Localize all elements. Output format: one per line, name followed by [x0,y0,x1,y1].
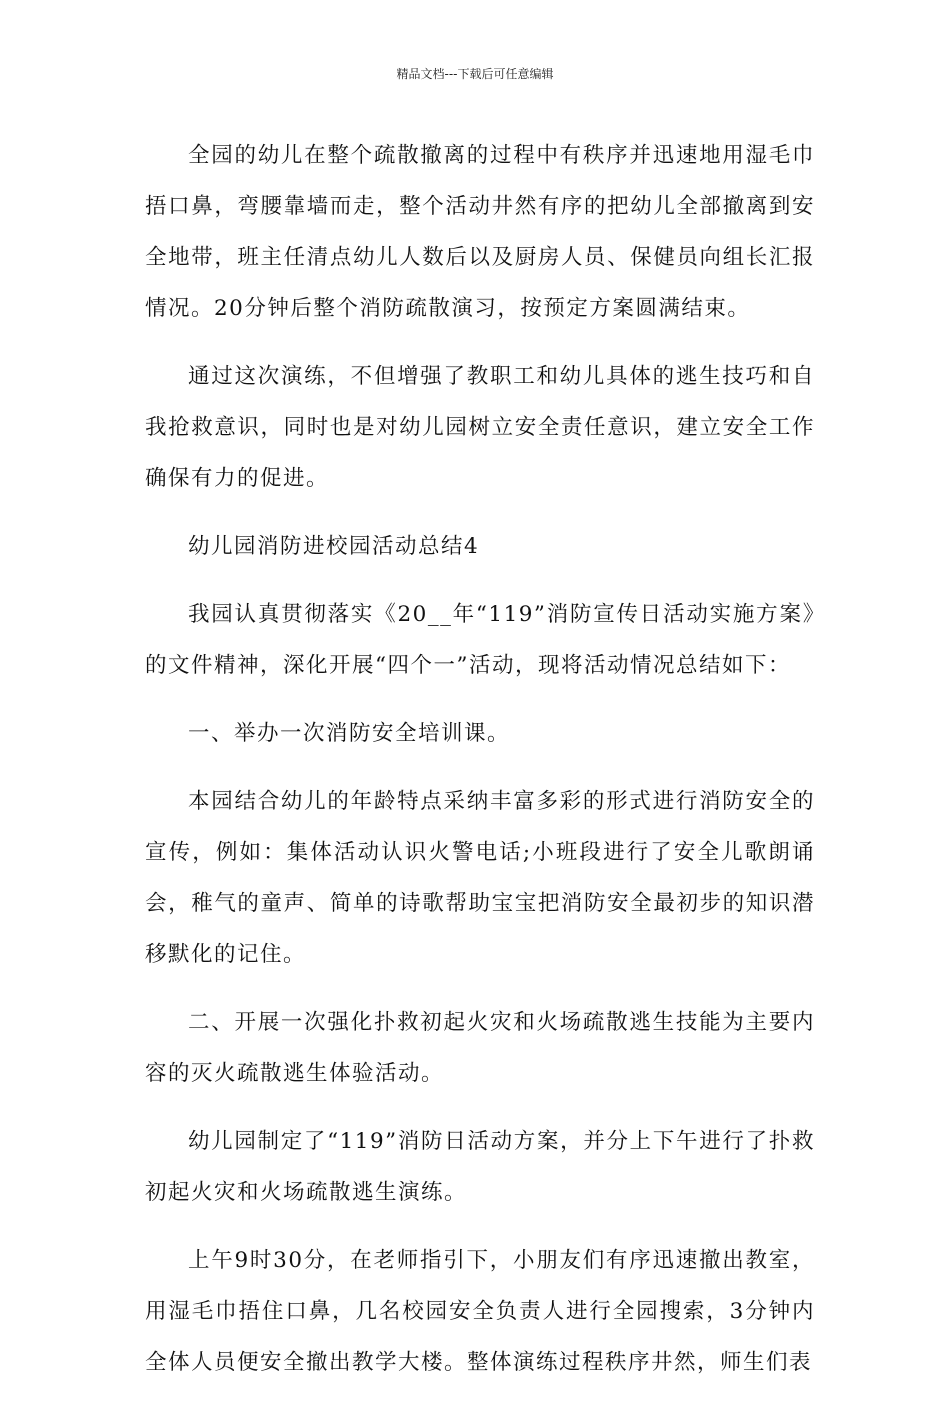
paragraph-drill-plan: 幼儿园制定了“119”消防日活动方案，并分上下午进行了扑救初起火灾和火场疏散逃生演练。 [145,1129,815,1205]
paragraph-drill-outcome: 通过这次演练，不但增强了教职工和幼儿具体的逃生技巧和自我抢救意识，同时也是对幼儿园树立安全责任意识，建立安全工作确保有力的促进。 [145,364,815,491]
paragraph-evacuation-process: 全园的幼儿在整个疏散撤离的过程中有秩序并迅速地用湿毛巾捂口鼻，弯腰靠墙而走，整个活动井然有序的把幼儿全部撤离到安全地带，班主任清点幼儿人数后以及厨房人员、保健员向组长汇报情况。20分钟后整个消防疏散演习，按预定方案圆满结束。 [145,143,815,321]
paragraph-implementation-intro: 我园认真贯彻落实《20__年“119”消防宣传日活动实施方案》的文件精神，深化开展“四个一”活动，现将活动情况总结如下： [145,602,815,678]
page-header: 精品文档---下载后可任意编辑 [396,67,554,81]
item-heading-evacuation-activity: 二、开展一次强化扑救初起火灾和火场疏散逃生技能为主要内容的灭火疏散逃生体验活动。 [145,1010,815,1086]
document-body [145,130,815,1405]
paragraph-training-details: 本园结合幼儿的年龄特点采纳丰富多彩的形式进行消防安全的宣传，例如：集体活动认识火警电话;小班段进行了安全儿歌朗诵会，稚气的童声、简单的诗歌帮助宝宝把消防安全最初步的知识潜移默化的记住。 [145,789,815,967]
paragraph-morning-drill: 上午9时30分，在老师指引下，小朋友们有序迅速撤出教室，用湿毛巾捂住口鼻，几名校园安全负责人进行全园搜索，3分钟内全体人员便安全撤出教学大楼。整体演练过程秩序井然，师生们表 [145,1248,815,1375]
section-heading: 幼儿园消防进校园活动总结4 [188,534,480,559]
item-heading-training: 一、举办一次消防安全培训课。 [188,721,511,746]
